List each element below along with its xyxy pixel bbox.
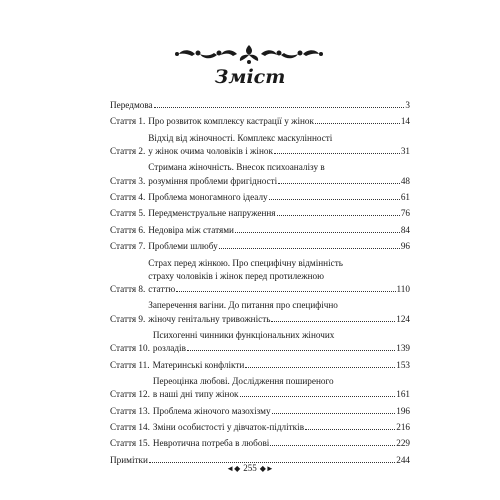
toc-entry-page: 61 — [400, 191, 410, 202]
toc-entry — [110, 191, 410, 204]
toc-entry-title: страху чоловіків і жінок перед протилежною — [148, 270, 324, 281]
dot-leader — [272, 406, 396, 414]
footer-ornament-left-icon: ◄◆ — [226, 463, 241, 473]
dot-leader — [154, 100, 405, 108]
toc-entry-page: 76 — [400, 208, 410, 219]
toc-entry-title: Заперечення вагіни. До питання про специфічно — [148, 300, 338, 311]
toc-entry-page: 31 — [400, 145, 410, 156]
dot-leader — [187, 343, 395, 351]
toc-entry-title: Материнські конфлікти — [152, 359, 245, 370]
toc-entry-title: Стримана жіночність. Внесок психоаналізу в — [148, 162, 325, 173]
toc-entry-title: Проблема жіночого мазохізму — [152, 405, 271, 416]
toc-entry-number: Стаття 6. — [110, 224, 146, 235]
toc-entry-title: розуміння проблеми фригідності — [148, 175, 278, 186]
dot-leader — [278, 176, 400, 184]
toc-entry — [110, 161, 410, 187]
toc-entry-title: Психогенні чинники функціональних жіночих — [152, 329, 335, 340]
toc-entry — [110, 257, 410, 297]
dot-leader — [269, 192, 400, 200]
toc-entry-title: Передменструальне напруження — [148, 208, 276, 219]
toc-entry — [110, 207, 410, 220]
toc-entry-title: статтю — [148, 283, 176, 294]
table-of-contents — [110, 99, 410, 470]
toc-entry-number: Стаття 11. — [110, 359, 150, 370]
toc-entry-title: Проблема моногамного ідеалу — [148, 191, 268, 202]
toc-entry-title: розладів — [152, 343, 186, 354]
toc-entry — [110, 99, 410, 112]
toc-entry-title: Страх перед жінкою. Про специфічну відмінність — [148, 257, 343, 268]
toc-entry — [110, 299, 410, 325]
toc-entry — [110, 405, 410, 418]
toc-entry — [110, 437, 410, 450]
dot-leader — [277, 208, 400, 216]
dot-leader — [315, 116, 400, 124]
toc-entry-title: Невротична потреба в любові — [152, 438, 270, 449]
dot-leader — [149, 455, 395, 463]
dot-leader — [245, 360, 395, 368]
page-number: 255 — [243, 463, 257, 473]
toc-entry-page: 216 — [396, 421, 410, 432]
toc-entry-number: Стаття 4. — [110, 191, 146, 202]
page-footer — [0, 463, 500, 473]
toc-entry-number: Стаття 8. — [110, 283, 146, 294]
dot-leader — [235, 225, 400, 233]
toc-entry-page: 84 — [400, 224, 410, 235]
toc-entry-page: 3 — [405, 100, 410, 110]
dot-leader — [270, 438, 395, 446]
toc-entry-number: Стаття 1. — [110, 116, 146, 127]
toc-entry-page: 196 — [396, 405, 410, 416]
toc-entry-number: Стаття 13. — [110, 405, 150, 416]
toc-entry-number: Стаття 14. — [110, 421, 150, 432]
toc-entry — [110, 375, 410, 401]
toc-entry-number: Стаття 2. — [110, 145, 146, 156]
toc-entry-number: Стаття 3. — [110, 175, 146, 186]
dot-leader — [240, 389, 396, 397]
toc-entry-page: 229 — [396, 438, 410, 449]
toc-entry — [110, 224, 410, 237]
toc-entry-title: в наші дні типу жінок — [152, 389, 239, 400]
toc-entry-page: 139 — [396, 343, 410, 354]
toc-entry — [110, 421, 410, 434]
toc-entry-title: Відхід від жіночності. Комплекс маскулінності — [148, 132, 333, 143]
footer-ornament-right-icon: ◆► — [259, 463, 274, 473]
toc-entry-title: жіночу генітальну тривожність — [148, 313, 271, 324]
decorative-ornament-icon — [173, 42, 325, 66]
toc-entry-title: Примітки — [110, 454, 148, 465]
toc-entry — [110, 329, 410, 355]
toc-entry-page: 110 — [396, 283, 410, 294]
toc-entry-page: 161 — [396, 389, 410, 400]
toc-entry-page: 14 — [400, 116, 410, 127]
toc-entry-title: у жінок очима чоловіків і жінок — [148, 145, 273, 156]
toc-entry-page: 124 — [396, 313, 410, 324]
toc-entry-number: Стаття 7. — [110, 241, 146, 252]
toc-entry-title: Проблеми шлюбу — [148, 241, 218, 252]
toc-title: Зміст — [214, 66, 286, 88]
dot-leader — [176, 284, 395, 292]
toc-entry — [110, 359, 410, 372]
toc-entry-title: Передмова — [110, 100, 153, 110]
toc-entry-title: Зміни особистості у дівчаток-підлітків — [152, 421, 305, 432]
toc-entry-page: 48 — [400, 175, 410, 186]
toc-entry-number: Стаття 9. — [110, 313, 146, 324]
dot-leader — [219, 241, 400, 249]
toc-entry-title: Недовіра між статями — [148, 224, 234, 235]
toc-entry-title: Переоцінка любові. Дослідження поширеного — [152, 375, 334, 386]
toc-entry-number: Стаття 15. — [110, 438, 150, 449]
toc-entry-page: 153 — [396, 359, 410, 370]
toc-entry-page: 96 — [400, 241, 410, 252]
toc-entry-title: Про розвиток комплексу кастрації у жінок — [148, 116, 314, 127]
toc-entry — [110, 115, 410, 128]
toc-entry — [110, 132, 410, 158]
toc-entry-page: 244 — [396, 454, 410, 465]
dot-leader — [271, 314, 395, 322]
dot-leader — [305, 422, 395, 430]
dot-leader — [274, 146, 400, 154]
toc-entry — [110, 240, 410, 253]
toc-entry-number: Стаття 12. — [110, 389, 150, 400]
toc-entry-number: Стаття 10. — [110, 343, 150, 354]
toc-entry-number: Стаття 5. — [110, 208, 146, 219]
